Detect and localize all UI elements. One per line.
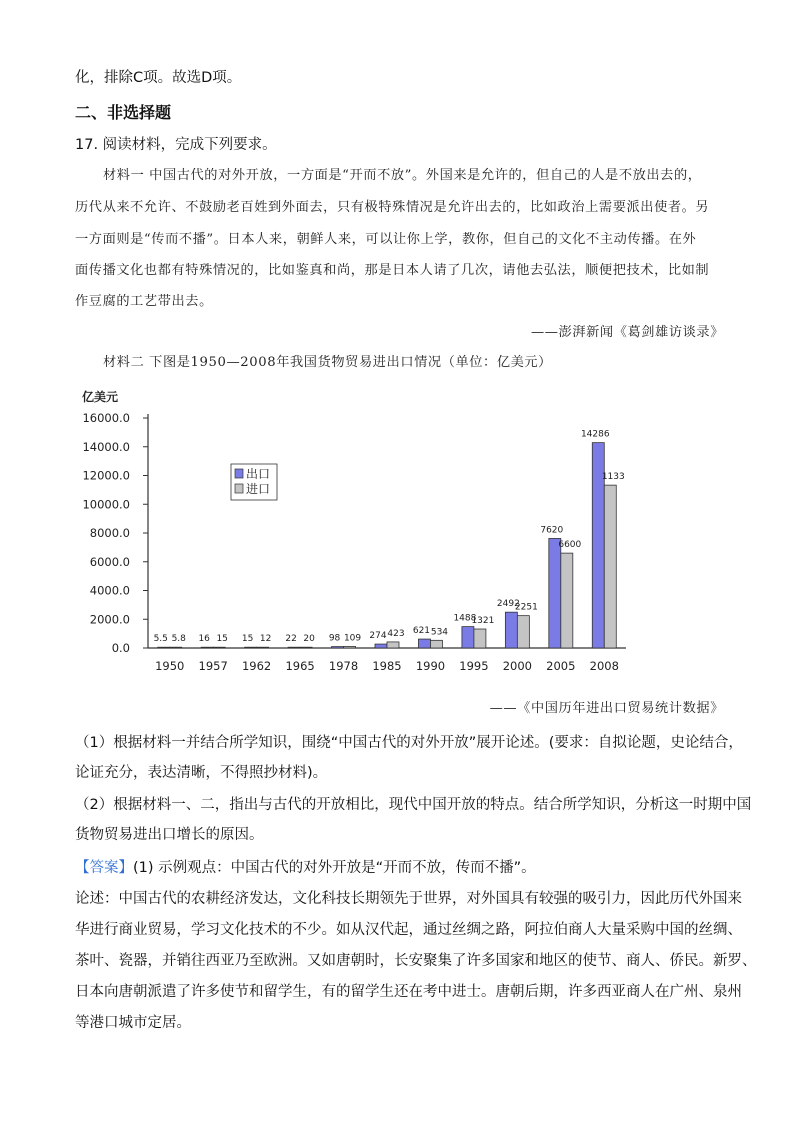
material2-caption: 材料二 下图是1950—2008年我国货物贸易进出口情况（单位：亿美元） bbox=[103, 355, 552, 370]
data-label: 14286 bbox=[580, 429, 610, 440]
y-tick-label: 14000.0 bbox=[82, 439, 130, 454]
data-label: 2492 bbox=[496, 599, 520, 610]
y-tick-label: 4000.0 bbox=[89, 583, 130, 598]
data-label: 6600 bbox=[558, 540, 582, 551]
legend-label: 出口 bbox=[246, 467, 271, 481]
bar-出口 bbox=[245, 647, 257, 648]
sub-question-1-line: （1）根据材料一并结合所学知识，围绕“中国古代的对外开放”展开论述。(要求：自拟论题，史论结合， bbox=[75, 735, 743, 751]
bar-出口 bbox=[158, 647, 170, 648]
material1-line: 材料一 中国古代的对外开放，一方面是“开而不放”。外国来是允许的，但自己的人是不放出去的， bbox=[103, 168, 702, 183]
y-tick-label: 10000.0 bbox=[82, 497, 130, 512]
sub-question-2-line: （2）根据材料一、二，指出与古代的开放相比，现代中国开放的特点。结合所学知识，分析这一时期中国 bbox=[75, 797, 752, 813]
y-tick-label: 0.0 bbox=[111, 641, 130, 655]
y-tick-label: 12000.0 bbox=[82, 468, 130, 483]
legend bbox=[231, 464, 277, 500]
bar-进口 bbox=[430, 640, 442, 648]
bar-进口 bbox=[387, 642, 399, 648]
sub-question-2-line: 货物贸易进出口增长的原因。 bbox=[75, 827, 264, 843]
prev-answer-line: 化，排除C项。故选D项。 bbox=[75, 70, 242, 86]
x-tick-label: 1995 bbox=[459, 659, 489, 673]
data-label: 1321 bbox=[471, 616, 495, 627]
section-title: 二、非选择题 bbox=[75, 103, 172, 122]
bar-出口 bbox=[505, 612, 517, 648]
y-axis-label: 亿美元 bbox=[82, 390, 119, 404]
x-tick-label: 1985 bbox=[372, 659, 402, 673]
bar-出口 bbox=[549, 538, 561, 648]
material2-source: ——《中国历年进出口贸易统计数据》 bbox=[489, 701, 724, 716]
legend-swatch bbox=[235, 484, 243, 493]
trade-bar-chart bbox=[68, 382, 638, 682]
data-label: 7620 bbox=[540, 525, 564, 536]
bar-进口 bbox=[474, 629, 486, 648]
x-tick-label: 2005 bbox=[546, 659, 576, 673]
answer-text: (1) 示例观点：中国古代的对外开放是“开而不放，传而不播”。 bbox=[133, 860, 536, 876]
x-tick-label: 2000 bbox=[502, 659, 533, 673]
bars bbox=[154, 430, 625, 673]
data-label: 22 bbox=[285, 634, 297, 645]
y-tick-label: 8000.0 bbox=[89, 526, 130, 540]
x-tick-label: 1962 bbox=[241, 659, 272, 673]
data-label: 15 bbox=[216, 634, 228, 645]
x-tick-label: 1957 bbox=[198, 659, 228, 673]
bar-进口 bbox=[300, 647, 312, 648]
data-label: 98 bbox=[328, 633, 341, 644]
data-label: 2251 bbox=[514, 602, 538, 613]
data-label: 5.8 bbox=[171, 634, 186, 645]
data-label: 423 bbox=[387, 628, 405, 639]
bar-进口 bbox=[213, 647, 225, 648]
bar-出口 bbox=[201, 647, 213, 648]
data-label: 20 bbox=[303, 634, 315, 645]
data-label: 1133 bbox=[601, 472, 625, 483]
material1-line: 一方面则是“传而不播”。日本人来，朝鲜人来，可以让你上学，教你，但自己的文化不主动传播。在外 bbox=[75, 232, 697, 247]
y-tick-label: 16000.0 bbox=[82, 411, 130, 425]
bar-出口 bbox=[332, 647, 344, 648]
data-label: 15 bbox=[241, 634, 254, 645]
y-tick-label: 6000.0 bbox=[89, 554, 130, 569]
material1-source: ——澎湃新闻《葛剑雄访谈录》 bbox=[530, 325, 724, 340]
answer-line: 等港口城市定居。 bbox=[75, 1015, 191, 1031]
x-tick-label: 1950 bbox=[155, 659, 185, 673]
legend-label: 进口 bbox=[246, 482, 271, 496]
x-tick-label: 2008 bbox=[589, 659, 619, 673]
material1-line: 作豆腐的工艺带出去。 bbox=[75, 294, 213, 309]
question-intro: 17. 阅读材料，完成下列要求。 bbox=[75, 137, 277, 153]
data-label: 274 bbox=[369, 631, 387, 642]
bar-进口 bbox=[604, 485, 616, 648]
material1-line: 面传播文化也都有特殊情况的，比如鉴真和尚，那是日本人请了几次，请他去弘法，顺便把技术，比如制 bbox=[75, 263, 710, 278]
bar-进口 bbox=[561, 553, 573, 648]
legend-swatch bbox=[235, 469, 243, 478]
x-tick-label: 1978 bbox=[328, 659, 359, 673]
bar-进口 bbox=[517, 616, 529, 648]
sub-question-1-line: 论证充分，表达清晰，不得照抄材料)。 bbox=[75, 765, 328, 781]
x-tick-label: 1965 bbox=[285, 659, 315, 673]
answer-line: 茶叶、瓷器，并销往西亚乃至欧洲。又如唐朝时，长安聚集了许多国家和地区的使节、商人、侨民。新罗、 bbox=[75, 953, 757, 969]
x-tick-label: 1990 bbox=[415, 659, 446, 673]
answer-line: 华进行商业贸易，学习文化技术的不少。如从汉代起，通过丝绸之路，阿拉伯商人大量采购中国的丝绸、 bbox=[75, 922, 742, 938]
answer-line: 论述：中国古代的农耕经济发达，文化科技长期领先于世界，对外国具有较强的吸引力，因此历代外国来 bbox=[75, 891, 742, 907]
data-label: 621 bbox=[412, 626, 431, 637]
data-label: 16 bbox=[198, 634, 210, 645]
data-label: 1488 bbox=[453, 613, 477, 624]
data-label: 5.5 bbox=[153, 634, 168, 645]
answer-tag: 【答案】 bbox=[75, 860, 133, 876]
answer-first-line bbox=[75, 856, 536, 877]
bar-进口 bbox=[344, 646, 356, 648]
bar-出口 bbox=[418, 639, 430, 648]
data-label: 12 bbox=[259, 634, 272, 645]
bar-进口 bbox=[257, 647, 269, 648]
data-label: 534 bbox=[430, 627, 449, 638]
y-tick-label: 2000.0 bbox=[89, 612, 130, 627]
data-label: 109 bbox=[343, 633, 362, 644]
bar-进口 bbox=[170, 647, 182, 648]
bar-出口 bbox=[462, 627, 474, 648]
bar-出口 bbox=[375, 644, 387, 648]
bar-出口 bbox=[288, 647, 300, 648]
material1-line: 历代从来不允许、不鼓励老百姓到外面去，只有极特殊情况是允许出去的，比如政治上需要派出使者。另 bbox=[75, 200, 710, 215]
answer-line: 日本向唐朝派遣了许多使节和留学生，有的留学生还在考中进士。唐朝后期，许多西亚商人在广州、泉州 bbox=[75, 984, 742, 1000]
